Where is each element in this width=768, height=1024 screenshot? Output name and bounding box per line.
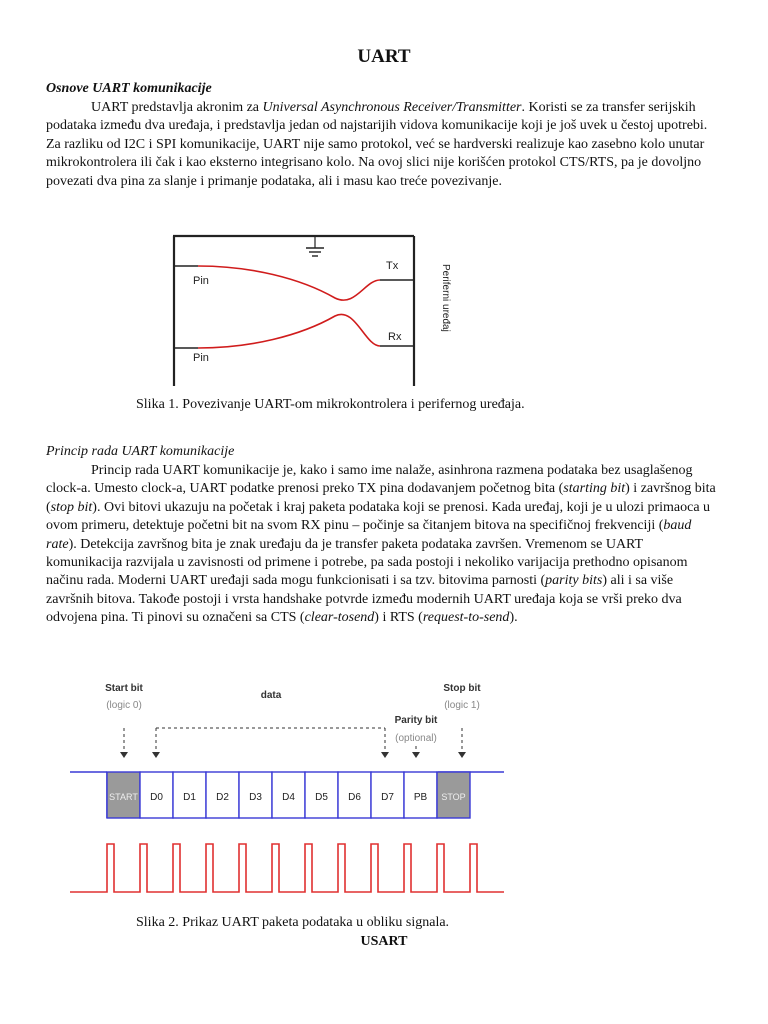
text-run: UART predstavlja akronim za: [91, 100, 263, 115]
packet-cell-label: D4: [282, 792, 295, 803]
label-stop-logic: (logic 1): [444, 700, 480, 711]
arrow-stop-icon: [458, 752, 466, 758]
figure-1-caption: Slika 1. Povezivanje UART-om mikrokontrolera i perifernog uređaja.: [136, 397, 525, 412]
text-run-italic: Universal Asynchronous Receiver/Transmitter: [262, 100, 522, 115]
packet-cell-label: D2: [216, 792, 229, 803]
text-run-italic: starting bit: [563, 481, 626, 497]
text-run-italic: clear-tosend: [304, 610, 375, 626]
label-data: data: [260, 690, 282, 701]
clock-pulses: [70, 844, 504, 892]
figure-uart-packet: [70, 672, 510, 900]
wire-tx: [198, 266, 380, 300]
arrow-heads: [120, 752, 466, 758]
page-title: UART: [357, 46, 411, 67]
arrow-start-icon: [120, 752, 128, 758]
text-run: ).: [509, 610, 518, 626]
text-run: Princip rada UART komunikacije je, kako i samo ime nalaže, asinhrona razmena podataka bez usaglašenog clock-a. Umesto clock-a, UART podatke prenosi preko TX pina dodavanjem početnog bita (: [46, 463, 693, 497]
ground-icon: [306, 236, 324, 256]
packet-cell-label: D6: [348, 792, 361, 803]
label-peripheral-device: Periferni uređaj: [440, 264, 451, 332]
packet-cell-label: D5: [315, 792, 328, 803]
packet-cell-label: D1: [183, 792, 196, 803]
label-parity-optional: (optional): [395, 733, 437, 744]
text-run-italic: parity bits: [545, 573, 603, 589]
packet-cells: [107, 772, 470, 818]
figure-2-caption: Slika 2. Prikaz UART paketa podataka u obliku signala.: [136, 915, 450, 930]
label-start-bit: Start bit: [105, 683, 143, 694]
text-run: ). Ovi bitovi ukazuju na početak i kraj paketa podataka koji se prenosi. Kada uređaj, koji je u ulozi primaoca u ovom primeru, detektuje početni bit na svom RX pinu – počinje sa čitanjem bitova na specifičnoj frekvenciji (: [46, 499, 711, 534]
text-run-italic: request-to-send: [422, 610, 510, 626]
text-run-italic: baud rate: [46, 518, 692, 552]
label-tx: Tx: [386, 260, 399, 272]
usart-heading: USART: [360, 934, 408, 949]
text-run: ) ali i sa više završnih bitova. Takođe postoji i vrsta handshake potvrde između modernih UART uređaja koja se vrši preko dva odvojena pina. Ti pinovi su označeni sa CTS (: [46, 573, 682, 626]
packet-cell-label: START: [109, 792, 138, 802]
text-run-italic: stop bit: [50, 499, 93, 515]
text-run: ) i završnog bita (: [46, 481, 716, 515]
wire-rx: [198, 314, 380, 348]
text-run: ). Detekcija završnog bita je znak uređaju da je transfer paketa podataka završen. Vremenom se UART komunikacija razvijala u zavisnosti od primene i potrebe, pa sada postoji i nekoliko varijacija prethodno opisanom načinu rada. Moderni UART uređaji sada mogu funkcionisati i sa tzv. bitovima parnosti (: [46, 536, 688, 589]
label-stop-bit: Stop bit: [443, 683, 481, 694]
arrow-parity-icon: [412, 752, 420, 758]
packet-cell-label: D0: [150, 792, 163, 803]
label-start-logic: (logic 0): [106, 700, 142, 711]
text-run: . Koristi se za transfer serijskih podataka između dva uređaja, i predstavlja jedan od najstarijih vidova komunikacije koji je još uvek u čestoj upotrebi. Za razliku od I2C i SPI komunikacije, UART nije samo protokol, već se hardverski realizuje kao zasebno kolo unutar mikrokontrolera ili čak i kao eksterno integrisano kolo. Na ovoj slici nije korišćen protokol CTS/RTS, pa je dovoljno povezati dva pina za slanje i primanje podataka, ali i masu kao treće povezivanje.: [46, 100, 708, 189]
section-heading-basics: Osnove UART komunikacije: [46, 81, 212, 96]
label-parity-bit: Parity bit: [394, 715, 438, 726]
paragraph-principle: [46, 462, 722, 628]
packet-cell-label: STOP: [441, 792, 466, 802]
label-rx: Rx: [388, 331, 402, 343]
text-run: ) i RTS (: [374, 610, 423, 626]
section-heading-principle: Princip rada UART komunikacije: [46, 444, 235, 459]
packet-cell-label: PB: [413, 792, 428, 803]
label-pin-top: Pin: [193, 275, 209, 287]
paragraph-basics: [46, 99, 722, 191]
packet-cell-label: D7: [381, 792, 394, 803]
label-pin-bottom: Pin: [193, 352, 209, 364]
packet-cell-label: D3: [249, 792, 262, 803]
arrow-data-end-icon: [381, 752, 389, 758]
clock-signal: [70, 844, 504, 892]
arrow-data-start-icon: [152, 752, 160, 758]
figure-uart-connection: [160, 228, 460, 390]
